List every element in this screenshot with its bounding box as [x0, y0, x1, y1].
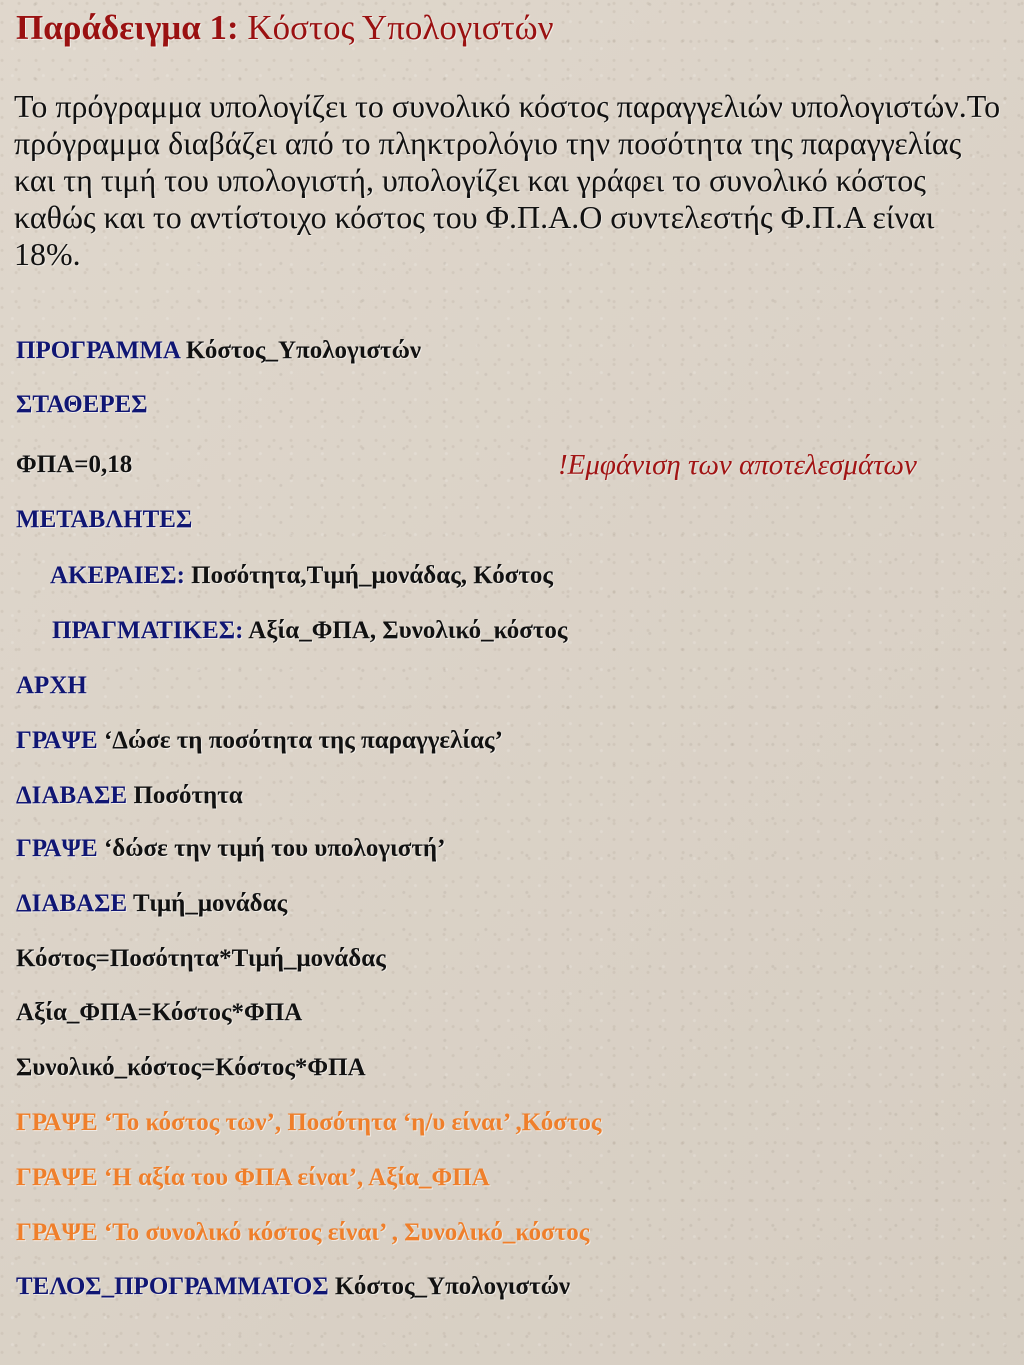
vat-formula-line: Αξία_ΦΠΑ=Κόστος*ΦΠΑ	[16, 999, 303, 1026]
output-cost-line: ΓΡΑΨΕ ‘Το κόστος των’, Ποσότητα ‘η/υ είναι’ ,Κόστος	[16, 1109, 602, 1136]
integers-keyword: ΑΚΕΡΑΙΕΣ:	[50, 562, 185, 589]
cost-formula-line: Κόστος=Ποσότητα*Τιμή_μονάδας	[16, 945, 386, 972]
reals-keyword: ΠΡΑΓΜΑΤΙΚΕΣ:	[52, 617, 244, 644]
title-suffix: Κόστος Υπολογιστών	[247, 8, 554, 47]
write-price-text: ‘δώσε την τιμή του υπολογιστή’	[97, 835, 446, 862]
integers-values: Ποσότητα,Τιμή_μονάδας, Κόστος	[184, 562, 553, 589]
program-name: Κόστος_Υπολογιστών	[179, 337, 422, 364]
write-quantity-text: ‘Δώσε τη ποσότητα της παραγγελίας’	[97, 727, 503, 754]
end-program-keyword: ΤΕΛΟΣ_ΠΡΟΓΡΑΜΜΑΤΟΣ	[16, 1273, 329, 1300]
reals-values: Αξία_ΦΠΑ, Συνολικό_κόστος	[243, 617, 568, 644]
output-total-line: ΓΡΑΨΕ ‘Το συνολικό κόστος είναι’ , Συνολικό_κόστος	[16, 1219, 590, 1246]
write-quantity-line	[16, 728, 503, 753]
program-line	[16, 338, 421, 363]
constants-line: ΣΤΑΘΕΡΕΣ	[16, 391, 148, 418]
read-quantity-variable: Ποσότητα	[127, 782, 243, 809]
page-title	[16, 8, 554, 48]
total-formula-line: Συνολικό_κόστος=Κόστος*ΦΠΑ	[16, 1054, 366, 1081]
intro-paragraph: Το πρόγραμμα υπολογίζει το συνολικό κόστος παραγγελιών υπολογιστών.Το πρόγραμμα διαβάζει από το πληκτρολόγιο την ποσότητα της παραγγελίας και τη τιμή του υπολογιστή, υπολογίζει και γράφει το συνολικό κόστος καθώς και το αντίστοιχο κόστος του Φ.Π.Α.Ο συντελεστής Φ.Π.Α είναι 18%.	[14, 88, 1001, 272]
results-comment: !Εμφάνιση των αποτελεσμάτων	[558, 449, 917, 481]
read-quantity-keyword: ΔΙΑΒΑΣΕ	[16, 782, 128, 809]
reals-line	[52, 618, 567, 643]
title-prefix: Παράδειγμα 1:	[16, 8, 239, 47]
read-quantity-line	[16, 783, 243, 808]
write-price-keyword: ΓΡΑΨΕ	[16, 835, 98, 862]
write-price-line	[16, 836, 445, 861]
integers-line	[50, 563, 553, 588]
read-price-variable: Τιμή_μονάδας	[127, 890, 288, 917]
read-price-keyword: ΔΙΑΒΑΣΕ	[16, 890, 128, 917]
variables-line: ΜΕΤΑΒΛΗΤΕΣ	[16, 506, 193, 533]
end-program-name: Κόστος_Υπολογιστών	[328, 1273, 571, 1300]
write-quantity-keyword: ΓΡΑΨΕ	[16, 727, 98, 754]
vat-rate-line: ΦΠΑ=0,18	[16, 451, 133, 478]
output-vat-line: ΓΡΑΨΕ ‘Η αξία του ΦΠΑ είναι’, Αξία_ΦΠΑ	[16, 1164, 490, 1191]
end-program-line	[16, 1274, 570, 1299]
read-price-line	[16, 891, 287, 916]
program-keyword: ΠΡΟΓΡΑΜΜΑ	[16, 337, 180, 364]
start-line: ΑΡΧΗ	[16, 672, 87, 699]
